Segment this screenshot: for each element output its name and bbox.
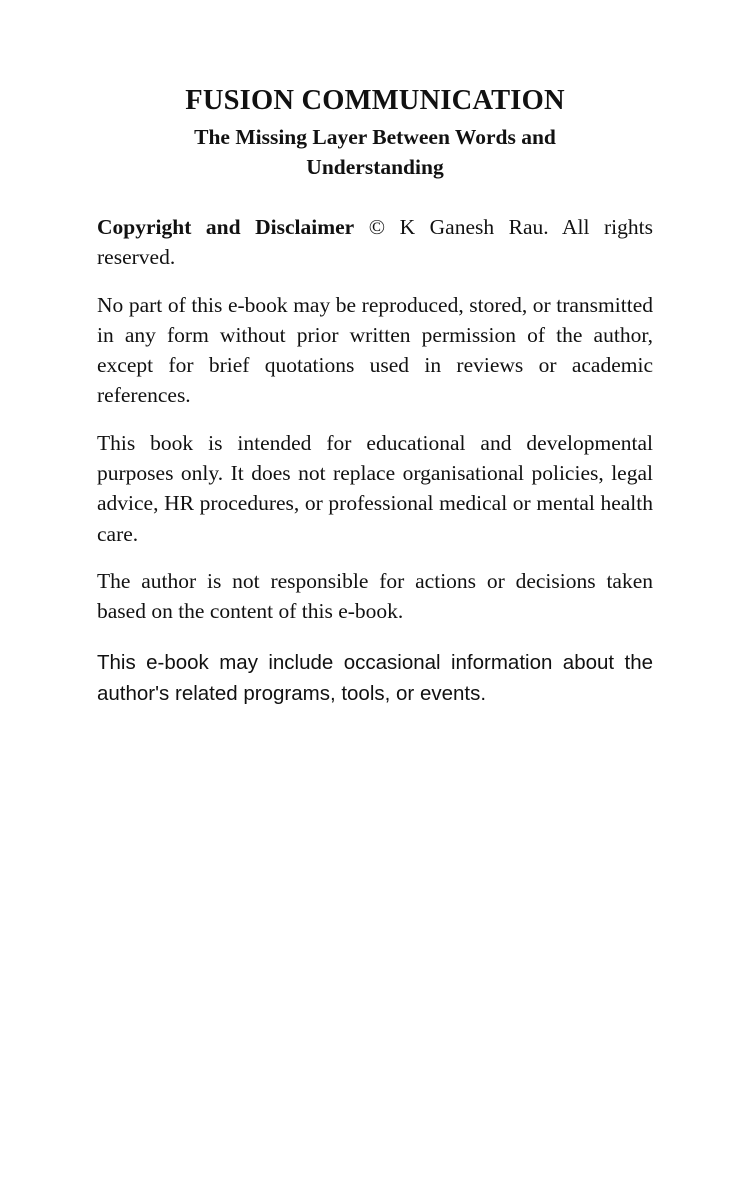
reproduction-paragraph: No part of this e-book may be reproduced, stored, or transmitted in any form without prior written permission of the author, except for brief quotations used in reviews or academic references. [97, 292, 653, 408]
book-title: FUSION COMMUNICATION [185, 85, 565, 116]
copyright-page [97, 84, 653, 709]
copyright-text: © K Ganesh Rau. All rights reserved. [97, 215, 653, 270]
educational-purpose-paragraph: This book is intended for educational and developmental purposes only. It does not replace organisational policies, legal advice, HR procedures, or professional medical or mental health care. [97, 430, 653, 546]
liability-paragraph: The author is not responsible for actions or decisions taken based on the content of this e-book. [97, 568, 653, 624]
book-subtitle: The Missing Layer Between Words and Understanding [194, 125, 556, 179]
copyright-heading: Copyright and Disclaimer [97, 215, 355, 239]
copyright-notice [97, 212, 653, 273]
promotional-info-paragraph: This e-book may include occasional information about the author's related programs, tools, or events. [97, 650, 653, 705]
